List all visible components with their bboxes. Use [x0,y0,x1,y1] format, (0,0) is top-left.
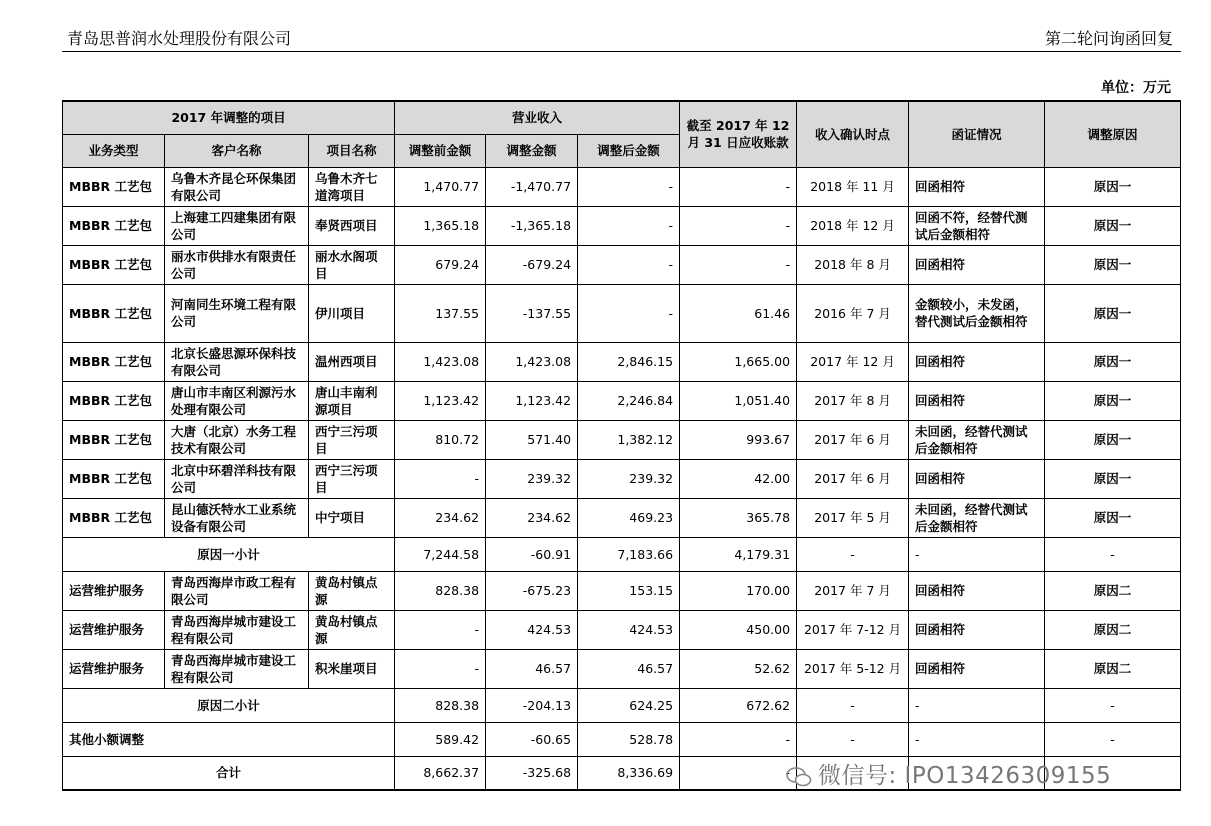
recognition-time-cell: 2018 年 8 月 [797,245,909,284]
header-receivable: 截至 2017 年 12 月 31 日应收账款 [680,101,797,167]
header-project: 项目名称 [309,134,395,167]
after-amount-cell: 2,246.84 [578,381,680,420]
project-cell: 黄岛村镇点源 [309,571,395,610]
recognition-time-cell: 2017 年 5 月 [797,498,909,537]
after-amount-cell: 469.23 [578,498,680,537]
adjust-amount-cell: -679.24 [486,245,578,284]
header-after: 调整后金额 [578,134,680,167]
recognition-time-cell: 2017 年 7 月 [797,571,909,610]
header-before: 调整前金额 [395,134,486,167]
project-cell: 伊川项目 [309,284,395,342]
header-adjust: 调整金额 [486,134,578,167]
before-amount-cell: 1,123.42 [395,381,486,420]
reason-cell: 原因一 [1045,206,1181,245]
confirmation-cell: 回函相符 [909,381,1045,420]
biz-type-cell: 运营维护服务 [63,610,165,649]
after-amount-cell: 624.25 [578,688,680,722]
recognition-time-cell: 2017 年 6 月 [797,420,909,459]
table-row [63,571,1181,610]
after-amount-cell: - [578,245,680,284]
customer-cell: 大唐（北京）水务工程技术有限公司 [165,420,309,459]
adjust-amount-cell: 234.62 [486,498,578,537]
customer-cell: 北京中环碧洋科技有限公司 [165,459,309,498]
receivable-cell: 672.62 [680,688,797,722]
after-amount-cell: 528.78 [578,722,680,756]
watermark-text: 微信号: IPO13426309155 [818,763,1112,789]
adjust-amount-cell: 1,423.08 [486,342,578,381]
recognition-time-cell: 2017 年 6 月 [797,459,909,498]
header-confirmation: 函证情况 [909,101,1045,167]
confirmation-cell: 回函相符 [909,167,1045,206]
after-amount-cell: - [578,284,680,342]
document-title: 第二轮问询函回复 [1044,29,1173,48]
project-cell: 西宁三污项目 [309,420,395,459]
confirmation-cell: 回函相符 [909,459,1045,498]
summary-label-cell: 原因二小计 [63,688,395,722]
confirmation-cell: 未回函，经替代测试后金额相符 [909,498,1045,537]
confirmation-cell: 未回函，经替代测试后金额相符 [909,420,1045,459]
project-cell: 唐山丰南利源项目 [309,381,395,420]
table-row [63,342,1181,381]
reason-cell: 原因二 [1045,571,1181,610]
before-amount-cell: 679.24 [395,245,486,284]
project-cell: 丽水水阁项目 [309,245,395,284]
receivable-cell: - [680,756,797,790]
biz-type-cell: MBBR 工艺包 [63,206,165,245]
confirmation-cell: 回函不符，经替代测试后金额相符 [909,206,1045,245]
reason-cell: 原因一 [1045,245,1181,284]
project-cell: 中宁项目 [309,498,395,537]
before-amount-cell: 7,244.58 [395,537,486,571]
project-cell: 西宁三污项目 [309,459,395,498]
customer-cell: 青岛西海岸城市建设工程有限公司 [165,610,309,649]
unit-label: 单位：万元 [1101,80,1171,96]
receivable-cell: 1,665.00 [680,342,797,381]
reason-cell: 原因一 [1045,284,1181,342]
adjust-amount-cell: -204.13 [486,688,578,722]
wechat-icon [786,766,812,788]
adjust-amount-cell: 424.53 [486,610,578,649]
confirmation-cell: 回函相符 [909,610,1045,649]
confirmation-cell: 金额较小，未发函，替代测试后金额相符 [909,284,1045,342]
biz-type-cell: MBBR 工艺包 [63,167,165,206]
customer-cell: 昆山德沃特水工业系统设备有限公司 [165,498,309,537]
company-name: 青岛思普润水处理股份有限公司 [67,29,292,48]
project-cell: 积米崖项目 [309,649,395,688]
receivable-cell: - [680,167,797,206]
before-amount-cell: 1,423.08 [395,342,486,381]
summary-label-cell: 原因一小计 [63,537,395,571]
receivable-cell: - [680,206,797,245]
before-amount-cell: 828.38 [395,688,486,722]
reason-cell: 原因一 [1045,459,1181,498]
receivable-cell: 170.00 [680,571,797,610]
watermark [786,757,1111,790]
subtotal-row-1 [63,537,1181,571]
customer-cell: 青岛西海岸市政工程有限公司 [165,571,309,610]
biz-type-cell: MBBR 工艺包 [63,284,165,342]
biz-type-cell: MBBR 工艺包 [63,459,165,498]
project-cell: 乌鲁木齐七道湾项目 [309,167,395,206]
receivable-cell: - [680,722,797,756]
before-amount-cell: - [395,459,486,498]
recognition-time-cell: 2017 年 5-12 月 [797,649,909,688]
recognition-time-cell: 2017 年 7-12 月 [797,610,909,649]
reason-cell: 原因一 [1045,381,1181,420]
biz-type-cell: MBBR 工艺包 [63,245,165,284]
table-row [63,284,1181,342]
table-row [63,167,1181,206]
subtotal-row-2 [63,688,1181,722]
receivable-cell: 365.78 [680,498,797,537]
project-cell: 奉贤西项目 [309,206,395,245]
after-amount-cell: 239.32 [578,459,680,498]
biz-type-cell: MBBR 工艺包 [63,381,165,420]
before-amount-cell: - [395,649,486,688]
after-amount-cell: 2,846.15 [578,342,680,381]
recognition-time-cell: - [797,537,909,571]
receivable-cell: 1,051.40 [680,381,797,420]
customer-cell: 北京长盛思源环保科技有限公司 [165,342,309,381]
header-divider [62,51,1181,52]
before-amount-cell: 828.38 [395,571,486,610]
reason-cell: 原因一 [1045,167,1181,206]
header-group-items: 2017 年调整的项目 [63,101,395,134]
confirmation-cell: - [909,688,1045,722]
after-amount-cell: 1,382.12 [578,420,680,459]
reason-cell: - [1045,537,1181,571]
adjust-amount-cell: 46.57 [486,649,578,688]
summary-label-cell: 其他小额调整 [63,722,395,756]
adjust-amount-cell: -60.65 [486,722,578,756]
biz-type-cell: MBBR 工艺包 [63,342,165,381]
confirmation-cell: 回函相符 [909,649,1045,688]
table-row [63,610,1181,649]
adjust-amount-cell: 239.32 [486,459,578,498]
biz-type-cell: MBBR 工艺包 [63,420,165,459]
adjust-amount-cell: -1,470.77 [486,167,578,206]
customer-cell: 上海建工四建集团有限公司 [165,206,309,245]
after-amount-cell: 46.57 [578,649,680,688]
table-row [63,206,1181,245]
table-row [63,245,1181,284]
reason-cell: 原因二 [1045,610,1181,649]
before-amount-cell: 8,662.37 [395,756,486,790]
biz-type-cell: MBBR 工艺包 [63,498,165,537]
before-amount-cell: 1,470.77 [395,167,486,206]
biz-type-cell: 运营维护服务 [63,649,165,688]
project-cell: 温州西项目 [309,342,395,381]
confirmation-cell: 回函相符 [909,571,1045,610]
before-amount-cell: 234.62 [395,498,486,537]
receivable-cell: 4,179.31 [680,537,797,571]
customer-cell: 青岛西海岸城市建设工程有限公司 [165,649,309,688]
recognition-time-cell: 2016 年 7 月 [797,284,909,342]
before-amount-cell: - [395,610,486,649]
header-recognition-time: 收入确认时点 [797,101,909,167]
recognition-time-cell: - [797,722,909,756]
confirmation-cell: 回函相符 [909,342,1045,381]
customer-cell: 乌鲁木齐昆仑环保集团有限公司 [165,167,309,206]
after-amount-cell: 8,336.69 [578,756,680,790]
adjust-amount-cell: -675.23 [486,571,578,610]
adjust-amount-cell: -1,365.18 [486,206,578,245]
header-reason: 调整原因 [1045,101,1181,167]
table-row [63,649,1181,688]
reason-cell: 原因一 [1045,342,1181,381]
receivable-cell: 52.62 [680,649,797,688]
receivable-cell: - [680,245,797,284]
confirmation-cell: 回函相符 [909,245,1045,284]
adjust-amount-cell: -137.55 [486,284,578,342]
reason-cell: 原因一 [1045,420,1181,459]
header-group-revenue: 营业收入 [395,101,680,134]
reason-cell: 原因一 [1045,498,1181,537]
adjust-amount-cell: 1,123.42 [486,381,578,420]
other-adjust-row [63,722,1181,756]
reason-cell: 原因二 [1045,649,1181,688]
after-amount-cell: - [578,167,680,206]
table-row [63,498,1181,537]
before-amount-cell: 810.72 [395,420,486,459]
table-row [63,420,1181,459]
adjust-amount-cell: 571.40 [486,420,578,459]
confirmation-cell: - [909,537,1045,571]
recognition-time-cell: - [797,688,909,722]
recognition-time-cell: 2018 年 12 月 [797,206,909,245]
header-biz-type: 业务类型 [63,134,165,167]
recognition-time-cell: 2017 年 8 月 [797,381,909,420]
reason-cell: - [1045,688,1181,722]
biz-type-cell: 运营维护服务 [63,571,165,610]
after-amount-cell: 153.15 [578,571,680,610]
before-amount-cell: 589.42 [395,722,486,756]
adjust-amount-cell: -60.91 [486,537,578,571]
customer-cell: 河南同生环境工程有限公司 [165,284,309,342]
confirmation-cell: - [909,722,1045,756]
before-amount-cell: 137.55 [395,284,486,342]
receivable-cell: 993.67 [680,420,797,459]
table-row [63,381,1181,420]
before-amount-cell: 1,365.18 [395,206,486,245]
header-customer: 客户名称 [165,134,309,167]
adjustment-table [62,100,1181,791]
project-cell: 黄岛村镇点源 [309,610,395,649]
after-amount-cell: 424.53 [578,610,680,649]
summary-label-cell: 合计 [63,756,395,790]
recognition-time-cell: 2017 年 12 月 [797,342,909,381]
reason-cell: - [1045,722,1181,756]
receivable-cell: 61.46 [680,284,797,342]
table-row [63,459,1181,498]
customer-cell: 唐山市丰南区利源污水处理有限公司 [165,381,309,420]
after-amount-cell: - [578,206,680,245]
receivable-cell: 450.00 [680,610,797,649]
receivable-cell: 42.00 [680,459,797,498]
adjust-amount-cell: -325.68 [486,756,578,790]
after-amount-cell: 7,183.66 [578,537,680,571]
customer-cell: 丽水市供排水有限责任公司 [165,245,309,284]
recognition-time-cell: 2018 年 11 月 [797,167,909,206]
